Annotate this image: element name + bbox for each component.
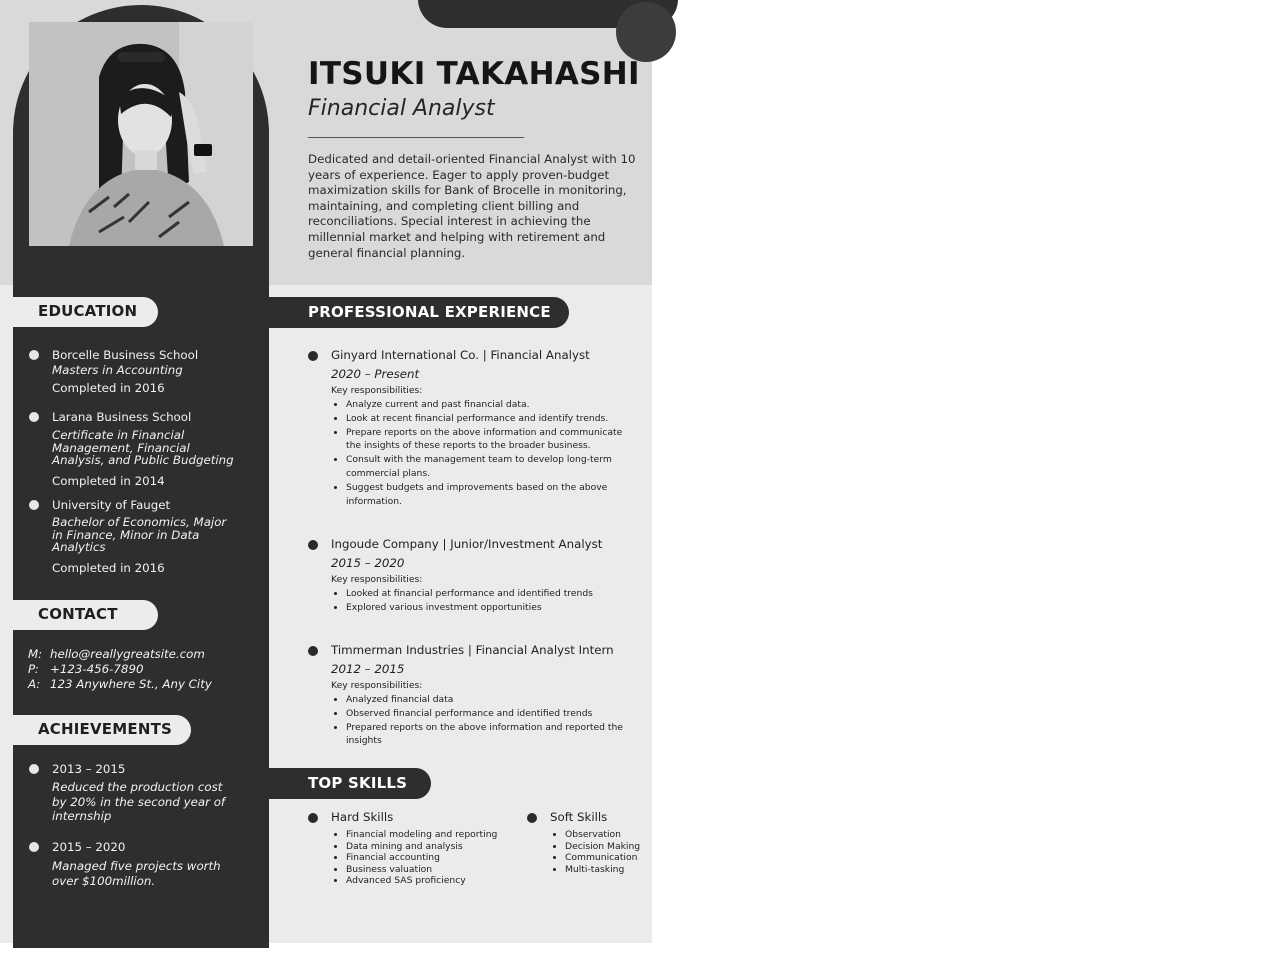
job-entry — [308, 348, 638, 508]
job-dates: 2012 – 2015 — [331, 662, 405, 676]
job-responsibilities — [331, 398, 638, 508]
contact-address-row — [28, 677, 212, 692]
email-value[interactable]: hello@reallygreatsite.com — [50, 647, 205, 661]
education-completed: Completed in 2016 — [52, 560, 165, 575]
responsibility-item: • Prepared reports on the above information and reported the insights — [346, 721, 638, 749]
education-school: Larana Business School — [52, 410, 192, 424]
achievement-item — [29, 840, 259, 888]
bullet-icon — [29, 764, 39, 774]
achievements-heading: ACHIEVEMENTS — [38, 720, 173, 738]
skill-item: • Multi-tasking — [565, 864, 649, 876]
contact-block — [28, 647, 212, 692]
education-degree: Certificate in Financial Management, Financial Analysis, and Public Budgeting — [52, 428, 234, 467]
skill-item: • Financial accounting — [346, 852, 518, 864]
bullet-icon — [308, 351, 318, 361]
job-title: Ingoude Company | Junior/Investment Analyst — [331, 537, 603, 551]
responsibility-item: • Analyze current and past financial data. — [346, 398, 638, 412]
skill-item: • Decision Making — [565, 841, 649, 853]
contact-phone-row — [28, 662, 212, 677]
job-responsibilities-label: Key responsibilities: — [331, 385, 423, 396]
education-item — [29, 348, 259, 396]
chevron-right-icon: › — [1252, 17, 1262, 47]
responsibility-item: • Prepare reports on the above information and communicate the insights of these reports to the broader business. — [346, 426, 638, 454]
hard-skills-title: Hard Skills — [331, 810, 394, 824]
education-completed: Completed in 2014 — [52, 473, 165, 488]
bullet-icon — [527, 813, 537, 823]
education-item — [29, 498, 259, 576]
skill-item: • Observation — [565, 829, 649, 841]
bullet-icon — [308, 813, 318, 823]
skills-heading-pill — [269, 768, 431, 799]
education-degree: Masters in Accounting — [52, 363, 183, 377]
skills-heading: TOP SKILLS — [308, 774, 408, 792]
achievement-period: 2013 – 2015 — [52, 762, 126, 776]
skill-item: • Financial modeling and reporting — [346, 829, 518, 841]
address-key: A: — [28, 677, 41, 691]
job-title: Timmerman Industries | Financial Analyst Intern — [331, 643, 614, 657]
education-item — [29, 410, 259, 489]
job-responsibilities — [331, 587, 638, 615]
skill-item: • Communication — [565, 852, 649, 864]
education-completed: Completed in 2016 — [52, 381, 165, 395]
hard-skills — [308, 810, 518, 887]
bullet-icon — [308, 646, 318, 656]
bullet-icon — [29, 500, 39, 510]
job-entry — [308, 643, 638, 748]
job-title: Ginyard International Co. | Financial Analyst — [331, 348, 590, 362]
job-responsibilities-label: Key responsibilities: — [331, 574, 423, 585]
soft-skills-title: Soft Skills — [550, 810, 608, 824]
candidate-name: ITSUKI TAKAHASHI — [308, 56, 640, 92]
next-button[interactable] — [616, 2, 1262, 62]
contact-heading-pill — [13, 600, 158, 630]
job-entry — [308, 537, 638, 615]
bullet-icon — [308, 540, 318, 550]
responsibility-item: • Looked at financial performance and identified trends — [346, 587, 638, 601]
profile-summary: Dedicated and detail-oriented Financial Analyst with 10 years of experience. Eager to apply proven-budget maximization skills for Bank of Brocelle in monitoring, maintaining, and completing client billing and reconciliations. Special interest in achieving the millennial market and helping with retirement and general financial planning. — [308, 152, 636, 260]
bullet-icon — [29, 842, 39, 852]
education-heading: EDUCATION — [38, 302, 138, 320]
hard-skills-list — [331, 829, 518, 887]
soft-skills — [527, 810, 649, 875]
title-divider — [308, 137, 524, 138]
job-dates: 2020 – Present — [331, 367, 420, 381]
responsibility-item: • Consult with the management team to develop long-term commercial plans. — [346, 453, 638, 481]
responsibility-item: • Look at recent financial performance and identify trends. — [346, 412, 638, 426]
education-degree: Bachelor of Economics, Major in Finance, Minor in Data Analytics — [52, 515, 227, 554]
responsibility-item: • Explored various investment opportunities — [346, 601, 638, 615]
achievements-heading-pill — [13, 715, 191, 745]
skill-item: • Business valuation — [346, 864, 518, 876]
achievement-text: Managed five projects worth over $100million. — [52, 859, 221, 888]
contact-email-row — [28, 647, 212, 662]
email-key: M: — [28, 647, 43, 661]
achievement-period: 2015 – 2020 — [52, 840, 126, 854]
job-responsibilities-label: Key responsibilities: — [331, 680, 423, 691]
responsibility-item: • Analyzed financial data — [346, 693, 638, 707]
contact-heading: CONTACT — [38, 605, 118, 623]
address-value: 123 Anywhere St., Any City — [50, 677, 212, 691]
phone-key: P: — [28, 662, 39, 676]
job-dates: 2015 – 2020 — [331, 556, 405, 570]
phone-value[interactable]: +123-456-7890 — [50, 662, 144, 676]
education-school: University of Fauget — [52, 498, 171, 512]
experience-heading: PROFESSIONAL EXPERIENCE — [308, 303, 551, 321]
responsibility-item: • Suggest budgets and improvements based on the above information. — [346, 481, 638, 509]
candidate-role: Financial Analyst — [308, 96, 495, 121]
experience-heading-pill — [269, 297, 569, 328]
achievement-text: Reduced the production cost by 20% in the second year of internship — [52, 780, 226, 823]
job-responsibilities — [331, 693, 638, 748]
profile-photo — [29, 22, 253, 246]
soft-skills-list — [550, 829, 649, 875]
bullet-icon — [29, 350, 39, 360]
responsibility-item: • Observed financial performance and identified trends — [346, 707, 638, 721]
bullet-icon — [29, 412, 39, 422]
education-school: Borcelle Business School — [52, 348, 199, 362]
skill-item: • Advanced SAS proficiency — [346, 875, 518, 887]
education-heading-pill — [13, 297, 158, 327]
achievement-item — [29, 762, 259, 824]
skill-item: • Data mining and analysis — [346, 841, 518, 853]
